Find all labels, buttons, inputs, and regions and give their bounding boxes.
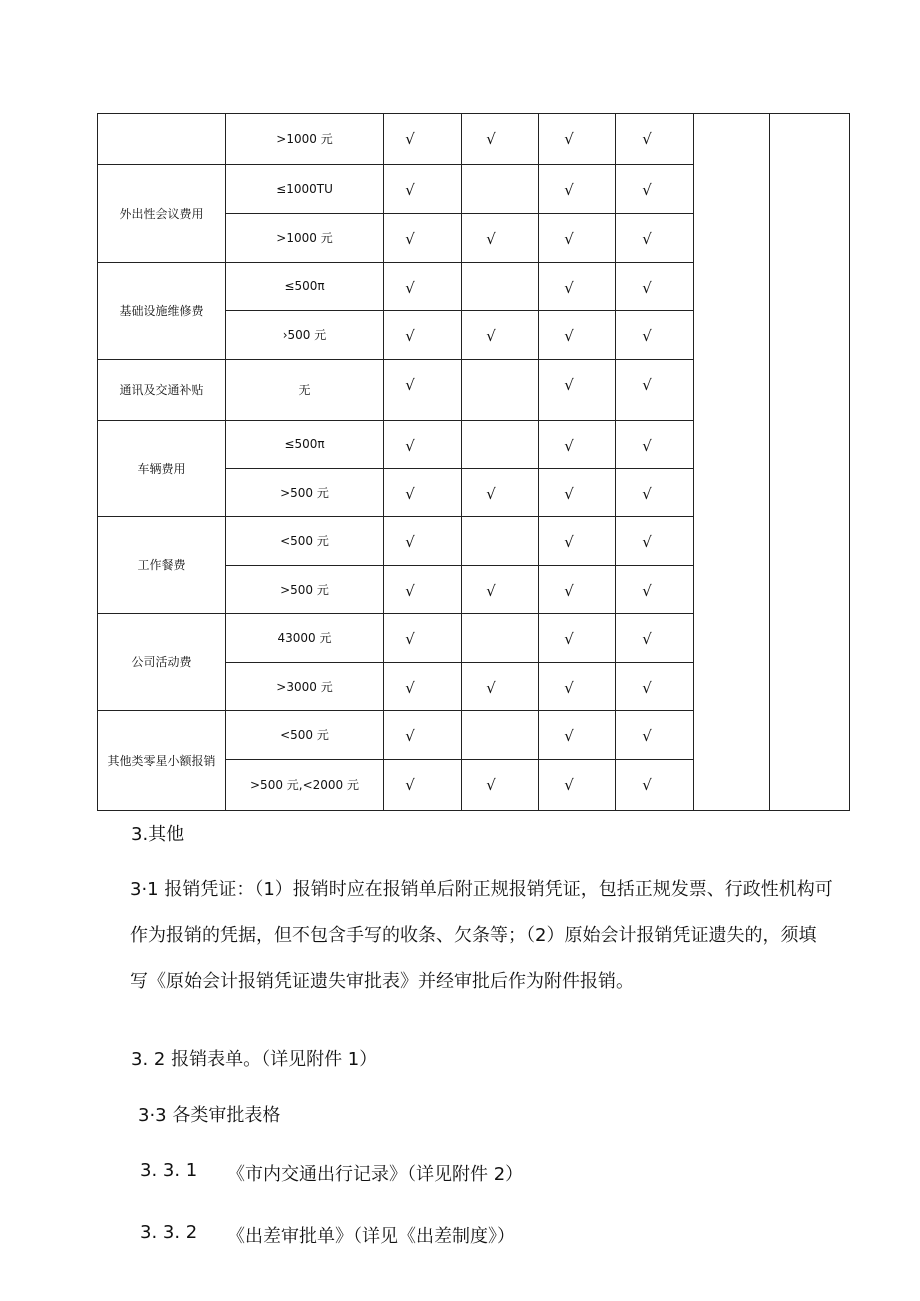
category-cell: 基础设施维修费 [119, 304, 204, 318]
item-3-3-2-text: 《出差审批单》（详见《出差制度》） [227, 1226, 515, 1247]
check-mark: √ [564, 279, 574, 297]
check-mark: √ [405, 279, 415, 297]
amount-cell: >500 元 [280, 582, 329, 597]
check-mark: √ [405, 727, 415, 745]
check-mark: √ [564, 533, 574, 551]
amount-cell: 无 [298, 383, 311, 397]
category-cell: 通讯及交通补贴 [119, 383, 204, 397]
check-mark: √ [642, 679, 652, 697]
paragraph-line: 3·1 报销凭证：（1）报销时应在报销单后附正规报销凭证，包括正规发票、行政性机构可 [130, 879, 833, 900]
check-mark: √ [564, 130, 574, 148]
section-heading: 3.其他 [131, 824, 185, 845]
amount-cell: ≤500π [284, 279, 325, 293]
check-mark: √ [564, 230, 574, 248]
check-mark: √ [564, 437, 574, 455]
item-3-3-2-number: 3. 3. 2 [140, 1222, 198, 1243]
check-mark: √ [486, 130, 496, 148]
check-mark: √ [405, 376, 415, 394]
check-mark: √ [642, 181, 652, 199]
check-mark: √ [642, 582, 652, 600]
amount-cell: <500 元 [280, 534, 329, 548]
paragraph-3-3: 3·3 各类审批表格 [138, 1105, 281, 1126]
paragraph-3-1 [130, 867, 870, 1005]
category-cell: 工作餐费 [137, 558, 186, 572]
amount-cell: >3000 元 [276, 679, 333, 694]
check-mark: √ [405, 679, 415, 697]
check-mark: √ [564, 376, 574, 394]
paragraph-line: 作为报销的凭据，但不包含手写的收条、欠条等；（2）原始会计报销凭证遗失的，须填 [130, 925, 817, 946]
check-mark: √ [642, 327, 652, 345]
check-mark: √ [564, 582, 574, 600]
check-mark: √ [486, 582, 496, 600]
check-mark: √ [642, 485, 652, 503]
amount-cell: >1000 元 [276, 132, 333, 146]
paragraph-3-2: 3. 2 报销表单。（详见附件 1） [131, 1049, 378, 1070]
check-mark: √ [486, 327, 496, 345]
category-cell: 车辆费用 [137, 461, 186, 476]
category-cell: 公司活动费 [131, 655, 192, 669]
check-mark: √ [642, 630, 652, 648]
check-mark: √ [405, 533, 415, 551]
check-mark: √ [405, 582, 415, 600]
check-mark: √ [642, 437, 652, 455]
check-mark: √ [564, 776, 574, 794]
item-3-3-1-number: 3. 3. 1 [140, 1160, 198, 1181]
check-mark: √ [642, 279, 652, 297]
check-mark: √ [564, 485, 574, 503]
check-mark: √ [405, 130, 415, 148]
check-mark: √ [405, 437, 415, 455]
approval-table [97, 113, 850, 811]
paragraph-line: 写《原始会计报销凭证遗失审批表》并经审批后作为附件报销。 [130, 971, 634, 992]
check-mark: √ [564, 727, 574, 745]
check-mark: √ [642, 230, 652, 248]
check-mark: √ [405, 230, 415, 248]
check-mark: √ [642, 376, 652, 394]
amount-cell: ≤500π [284, 437, 325, 451]
category-cell: 其他类零星小额报销 [107, 753, 216, 768]
amount-cell: >500 元 [280, 485, 329, 500]
check-mark: √ [405, 485, 415, 503]
amount-cell: 43000 元 [277, 631, 332, 645]
category-cell: 外出性会议费用 [119, 206, 204, 221]
check-mark: √ [564, 679, 574, 697]
check-mark: √ [405, 181, 415, 199]
item-3-3-1-text: 《市内交通出行记录》（详见附件 2） [227, 1164, 524, 1185]
check-mark: √ [486, 485, 496, 503]
check-mark: √ [405, 630, 415, 648]
check-mark: √ [642, 776, 652, 794]
amount-cell: >500 元,<2000 元 [250, 778, 359, 792]
amount-cell: <500 元 [280, 728, 329, 742]
amount-cell: ›500 元 [282, 328, 327, 342]
check-mark: √ [564, 181, 574, 199]
check-mark: √ [642, 130, 652, 148]
amount-cell: >1000 元 [276, 231, 333, 245]
check-mark: √ [564, 630, 574, 648]
check-mark: √ [405, 327, 415, 345]
check-mark: √ [486, 230, 496, 248]
check-mark: √ [642, 727, 652, 745]
check-mark: √ [486, 679, 496, 697]
check-mark: √ [564, 327, 574, 345]
amount-cell: ≤1000TU [276, 181, 333, 196]
check-mark: √ [642, 533, 652, 551]
check-mark: √ [486, 776, 496, 794]
check-mark: √ [405, 776, 415, 794]
